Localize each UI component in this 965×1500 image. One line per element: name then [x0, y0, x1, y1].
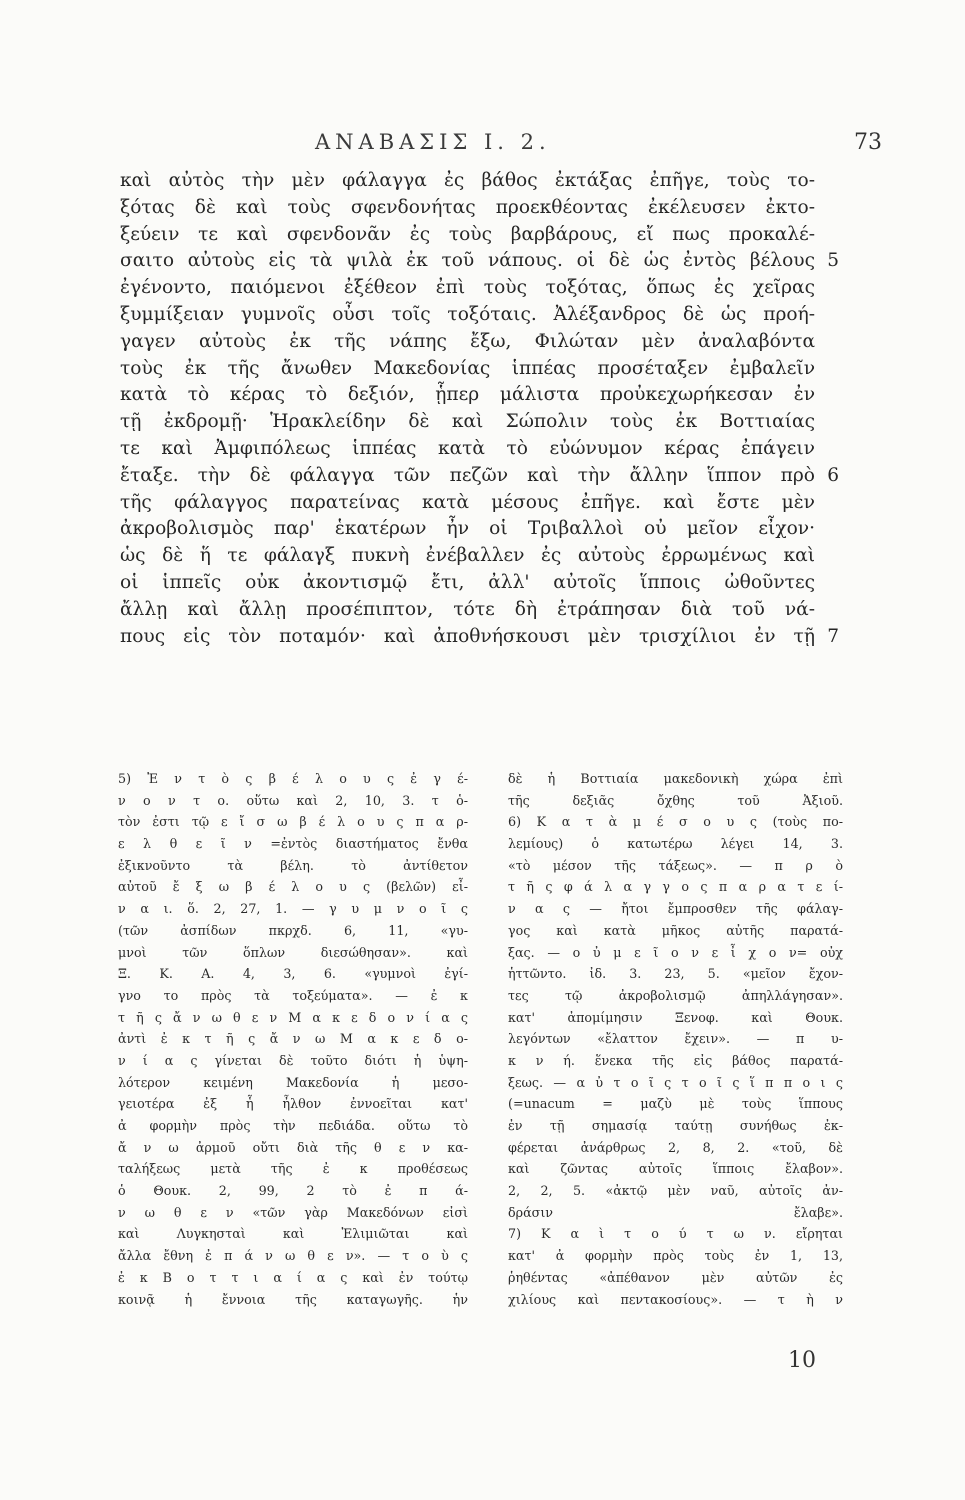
footnote-line: χιλίους καὶ πεντακοσίους». — τ ὴ ν [508, 1291, 843, 1307]
text-line-content: ἐγένοντο, παιόμενοι ἐξέθεον ἐπὶ τοὺς τοξότας, ὅπως ἐς χεῖρας [120, 277, 815, 299]
text-line-content: ἔταξε. τὴν δὲ φάλαγγα τῶν πεζῶν καὶ τὴν ἄλλην ἵππον πρὸ [120, 464, 815, 486]
footnote-line: γνο το πρὸς τὰ τοξεύματα». — ἐ κ [118, 987, 468, 1003]
section-number: 5 [827, 250, 839, 272]
text-line-content: ἀκροβολισμὸς παρ' ἑκατέρων ἦν οἱ Τριβαλλοὶ οὐ μεῖον εἶχον· [120, 518, 815, 540]
footnote-line: λεμίους) ὁ κατωτέρω λέγει 14, 3. [508, 836, 843, 852]
footnote-line: τῆς δεξιᾶς ὄχθης τοῦ Ἀξιοῦ. [508, 792, 843, 808]
text-line [120, 248, 839, 275]
footnotes-right-column [508, 768, 843, 1310]
footnote-line: λεγόντων «ἔλαττον ἔχειν». — π υ- [508, 1031, 843, 1047]
text-line-content: τῆς φάλαγγος παρατείνας κατὰ μέσους ἐπῆγε. καὶ ἔστε μὲν [120, 491, 815, 513]
text-line-content: πους εἰς τὸν ποταμόν· καὶ ἀποθνήσκουσι μὲν τρισχίλιοι ἐν τῇ [120, 625, 815, 647]
footnote-line: τ ῆ ς φ ά λ α γ γ ο ς π α ρ α τ ε ί- [508, 879, 843, 895]
footnote-line: γος καὶ κατὰ μῆκος αὐτῆς παρατά- [508, 922, 843, 938]
footnote-line: ε λ θ ε ῖ ν =ἐντὸς διαστήματος ἔνθα [118, 836, 468, 852]
footnote-line: 5) Ἐ ν τ ὸ ς β έ λ ο υ ς ἐ γ έ- [118, 771, 468, 786]
footnote-line: ν ο ν τ ο. οὕτω καὶ 2, 10, 3. τ ὁ- [118, 792, 468, 808]
text-line-content: ἄλλῃ καὶ ἄλλῃ προσέπιπτον, τότε δὴ ἐτράπησαν διὰ τοῦ νά- [120, 598, 815, 620]
text-line-content: οἱ ἱππεῖς οὐκ ἀκοντισμῷ ἔτι, ἀλλ' αὐτοῖς ἵπποις ὠθοῦντες [120, 571, 815, 593]
text-line [120, 222, 815, 249]
text-line [120, 463, 839, 490]
footnote-line: ξας. — ο ὐ μ ε ῖ ο ν ε ἶ χ ο ν= οὐχ [508, 944, 843, 960]
footnote-line: τες τῷ ἀκροβολισμῷ ἀπηλλάγησαν». [508, 987, 843, 1003]
printer-signature-mark: 10 [788, 1348, 816, 1373]
footnote-line: 6) Κ α τ ὰ μ έ σ ο υ ς (τοὺς πο- [508, 814, 843, 830]
footnote-line: λότερον κειμένη Μακεδονία ἡ μεσο- [118, 1074, 468, 1090]
text-line-content: ξεύειν τε καὶ σφενδονᾶν ἐς τοὺς βαρβάρους, εἴ πως προκαλέ- [120, 223, 815, 245]
text-line-content: ὡς δὲ ἥ τε φάλαγξ πυκνὴ ἐνέβαλλεν ἐς αὐτοὺς ἐρρωμένως καὶ [120, 545, 815, 567]
text-line-content: τε καὶ Ἀμφιπόλεως ἱππέας κατὰ τὸ εὐώνυμον κέρας ἐπάγειν [120, 437, 815, 459]
running-title: ΑΝΑΒΑΣΙΣ Ι. 2. [315, 130, 551, 154]
footnote-line: ἡττῶντο. ἰδ. 3. 23, 5. «μεῖον ἔχον- [508, 966, 843, 982]
text-line [120, 543, 815, 570]
section-number: 7 [827, 625, 839, 647]
text-line-content: τοὺς ἐκ τῆς ἄνωθεν Μακεδονίας ἱππέας προσέταξεν ἐμβαλεῖν [120, 357, 815, 379]
footnote-line: ῥηθέντας «ἀπέθανον μὲν αὐτῶν ἐς [508, 1269, 843, 1285]
text-line [120, 409, 815, 436]
footnote-line: τ ῆ ς ἄ ν ω θ ε ν Μ α κ ε δ ο ν ί α ς [118, 1009, 468, 1025]
footnote-line: ξεως. — α ὐ τ ο ῖ ς τ ο ῖ ς ἵ π π ο ι ς [508, 1074, 843, 1090]
text-line [120, 356, 815, 383]
footnote-line: 2, 2, 5. «ἀκτῷ μὲν ναῦ, αὐτοῖς ἀν- [508, 1183, 843, 1199]
footnote-line: ν α ς — ἤτοι ἔμπροσθεν τῆς φάλαγ- [508, 901, 843, 917]
text-line-content: καὶ αὐτὸς τὴν μὲν φάλαγγα ἐς βάθος ἐκτάξας ἐπῆγε, τοὺς το- [120, 170, 815, 191]
footnote-line: κοινᾷ ἡ ἔννοια τῆς καταγωγῆς. ἡν [118, 1291, 468, 1307]
footnote-line: κατ' ἀπομίμησιν Ξενοφ. καὶ Θουκ. [508, 1009, 843, 1025]
text-line-content: ξυμμίξειαν γυμνοῖς οὖσι τοῖς τοξόταις. Ἀλέξανδρος δὲ ὡς προή- [120, 303, 815, 325]
footnote-line: ταλήξεως μετὰ τῆς ἐ κ προθέσεως [118, 1161, 468, 1177]
text-line [120, 490, 815, 517]
footnote-line: ἄλλα ἔθνη ἐ π ά ν ω θ ε ν». — τ ο ὺ ς [118, 1248, 468, 1264]
footnote-line: αὐτοῦ ἔ ξ ω β έ λ ο υ ς (βελῶν) εἶ- [118, 879, 468, 895]
footnote-line: Ξ. Κ. Α. 4, 3, 6. «γυμνοὶ ἐγί- [118, 966, 468, 982]
section-number: 6 [827, 464, 839, 486]
footnote-line: ν α ι. ὅ. 2, 27, 1. — γ υ μ ν ο ῖ ς [118, 901, 468, 917]
text-line [120, 195, 815, 222]
footnote-line: κ ν ή. ἕνεκα τῆς εἰς βάθος παρατά- [508, 1052, 843, 1068]
footnote-line: ἐν τῇ σημασίᾳ ταύτῃ συνήθως ἐκ- [508, 1118, 843, 1133]
page-header [90, 122, 882, 162]
text-line [120, 329, 815, 356]
footnote-line: δράσιν ἔλαβε». [508, 1204, 843, 1220]
text-line [120, 168, 815, 195]
footnotes-left-column [118, 768, 468, 1310]
footnote-line: ν ω θ ε ν «τῶν γὰρ Μακεδόνων εἰσὶ [118, 1204, 468, 1220]
footnote-line: τὸν ἐστι τῷ ε ἴ σ ω β έ λ ο υ ς π α ρ- [118, 814, 468, 830]
text-line-content: τῇ ἐκδρομῇ· Ἡρακλείδην δὲ καὶ Σώπολιν τοὺς ἐκ Βοττιαίας [120, 411, 815, 433]
text-line [120, 516, 815, 543]
footnote-line: (=unacum = μαζὺ μὲ τοὺς ἵππους [508, 1096, 843, 1112]
footnote-line: μνοὶ τῶν ὅπλων διεσώθησαν». καὶ [118, 944, 468, 960]
footnote-line: «τὸ μέσον τῆς τάξεως». — π ρ ὸ [508, 857, 843, 873]
footnote-line: ἄ ν ω ἀρμοῦ οὔτι διὰ τῆς θ ε ν κα- [118, 1139, 468, 1155]
text-line [120, 436, 815, 463]
text-line-content: γαγεν αὐτοὺς ἐκ τῆς νάπης ἔξω, Φιλώταν μὲν ἀναλαβόντα [120, 330, 815, 352]
footnote-line: 7) Κ α ὶ τ ο ύ τ ω ν. εἴρηται [508, 1226, 843, 1242]
page-number: 73 [854, 130, 882, 155]
text-line [120, 382, 815, 409]
footnote-line: ἐ κ Β ο τ τ ι α ί α ς καὶ ἐν τούτῳ [118, 1269, 468, 1285]
footnote-line: ν ί α ς γίνεται δὲ τοῦτο διότι ἡ ὑψη- [118, 1052, 468, 1068]
footnote-line: γειοτέρα ἐξ ἧ ἦλθον ἐννοεῖται κατ' [118, 1096, 468, 1112]
text-line [120, 624, 839, 651]
footnote-line: φέρεται ἀνάρθρως 2, 8, 2. «τοῦ, δὲ [508, 1139, 843, 1155]
footnote-line: κατ' ἀ φορμὴν πρὸς τοὺς ἐν 1, 13, [508, 1248, 843, 1264]
footnote-line: ὁ Θουκ. 2, 99, 2 τὸ ἐ π ά- [118, 1183, 468, 1199]
main-text-body [120, 168, 839, 650]
footnote-line: καὶ Λυγκησταὶ καὶ Ἐλιμιῶται καὶ [118, 1226, 468, 1242]
text-line-content: σαιτο αὐτοὺς εἰς τὰ ψιλὰ ἐκ τοῦ νάπους. οἱ δὲ ὡς ἐντὸς βέλους [120, 250, 815, 272]
text-line [120, 302, 815, 329]
footnote-line: δὲ ἡ Βοττιαία μακεδονικὴ χώρα ἐπὶ [508, 771, 843, 786]
footnote-line: ἀ φορμὴν πρὸς τὴν πεδιάδα. οὕτω τὸ [118, 1118, 468, 1133]
footnote-line: ἐξικνοῦντο τὰ βέλη. τὸ ἀντίθετον [118, 857, 468, 873]
text-line [120, 570, 815, 597]
text-line [120, 275, 815, 302]
footnote-line: καὶ ζῶντας αὐτοῖς ἵπποις ἔλαβον». [508, 1161, 843, 1177]
text-line-content: κατὰ τὸ κέρας τὸ δεξιόν, ᾗπερ μάλιστα προὐκεχωρήκεσαν ἐν [120, 384, 815, 406]
footnote-line: (τῶν ἀσπίδων πκρχδ. 6, 11, «γυ- [118, 922, 468, 938]
text-line-content: ξότας δὲ καὶ τοὺς σφενδονήτας προεκθέοντας ἐκέλευσεν ἐκτο- [120, 196, 815, 218]
text-line [120, 597, 815, 624]
footnote-line: ἀντὶ ἐ κ τ ῆ ς ἄ ν ω Μ α κ ε δ ο- [118, 1031, 468, 1047]
